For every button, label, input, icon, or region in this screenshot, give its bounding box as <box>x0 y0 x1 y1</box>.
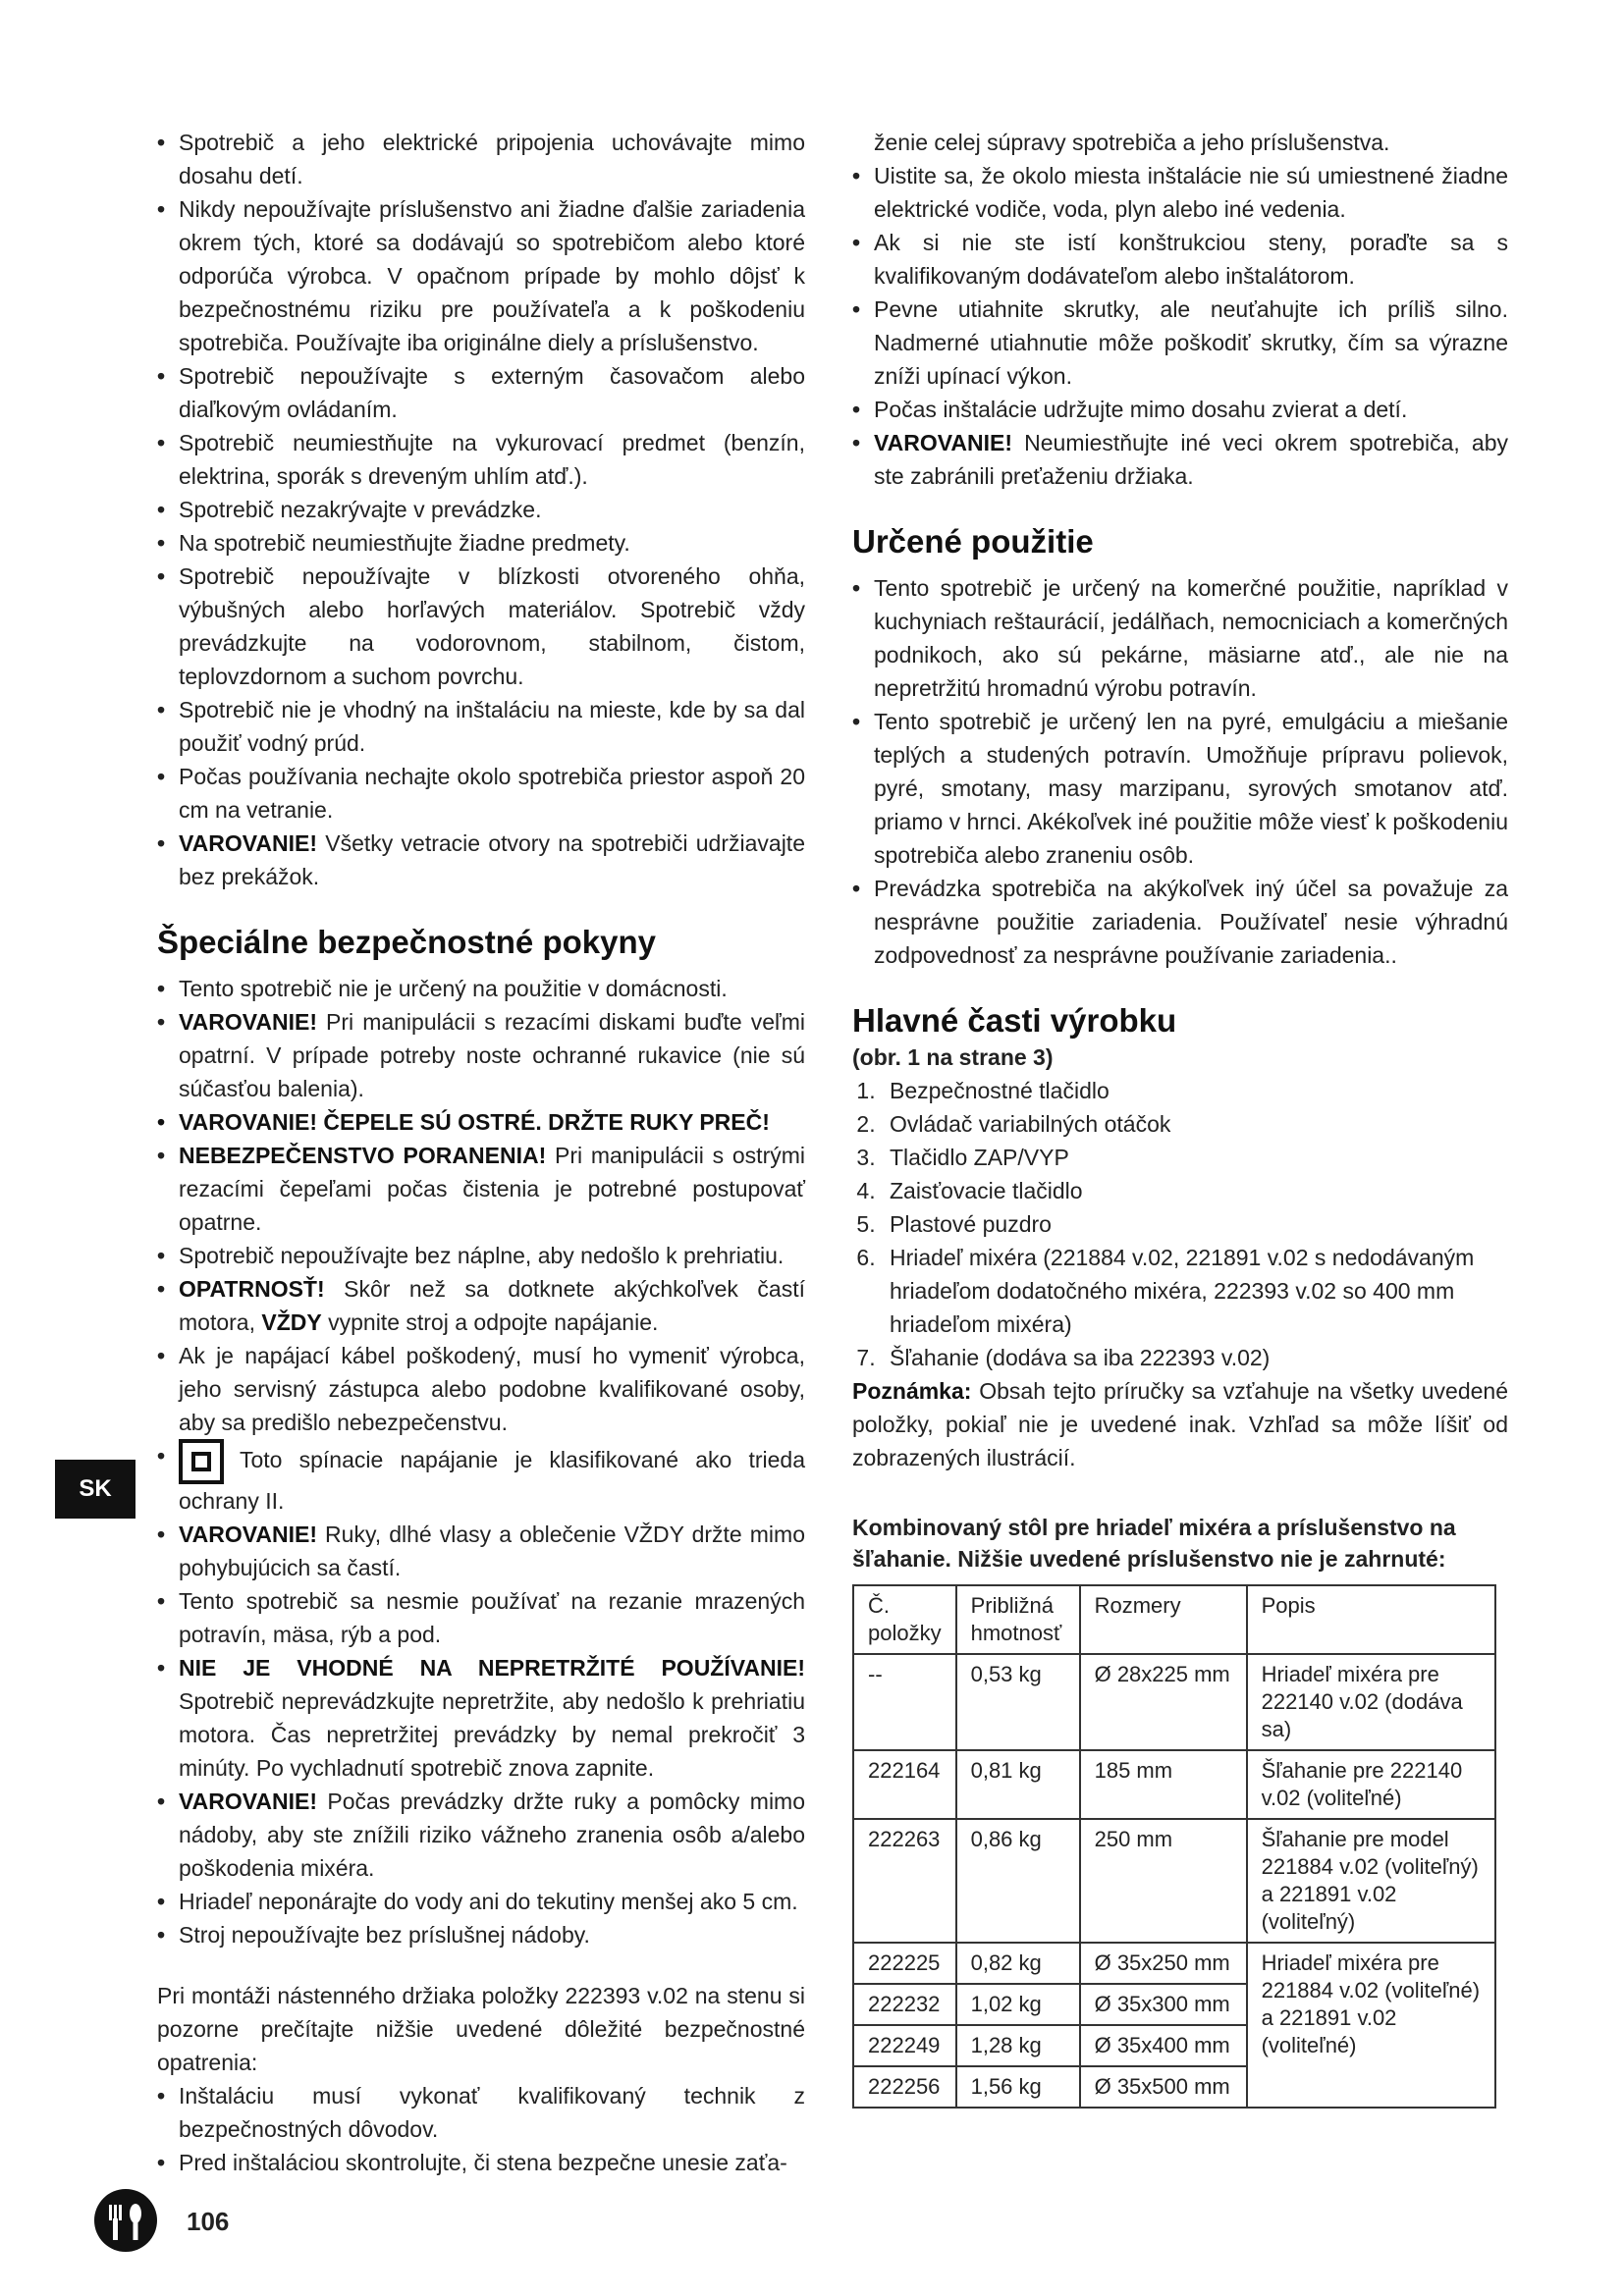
warning-text: Neumiestňujte iné veci okrem spotrebiča, aby ste zabránili preťaženiu držiaka. <box>874 430 1508 489</box>
list-item: • Počas inštalácie udržujte mimo dosahu zvierat a detí. <box>852 393 1508 426</box>
list-item: 3. Tlačidlo ZAP/VYP <box>882 1141 1508 1174</box>
warning-text: vypnite stroj a odpojte napájanie. <box>321 1309 659 1335</box>
list-item <box>157 1439 805 1518</box>
list-item: • Spotrebič nepoužívajte s externým časovačom alebo diaľkovým ovládaním. <box>157 359 805 426</box>
list-item: • Spotrebič a jeho elektrické pripojenia uchovávajte mimo dosahu detí. <box>157 126 805 192</box>
list-item: • Nikdy nepoužívajte príslušenstvo ani žiadne ďalšie zariadenia okrem tých, ktoré sa dodávajú so spotrebičom alebo ktoré odporúča výrobca. V opačnom prípade by mohlo dôjsť k bezpečnostnému riziku pre používateľa a k poškodeniu spotrebiča. Používajte iba originálne diely a príslušenstvo. <box>157 192 805 359</box>
warning-text: Skôr než sa dotknete akýchkoľvek častí motora, <box>179 1276 805 1335</box>
left-column <box>157 126 805 2179</box>
warning-label: VAROVANIE! <box>179 1789 317 1814</box>
table-cell: 1,56 kg <box>956 2066 1080 2108</box>
table-cell: Šľahanie pre model 221884 v.02 (voliteľný) a 221891 v.02 (voliteľný) <box>1247 1819 1495 1943</box>
note <box>852 1374 1508 1474</box>
table-heading: Kombinovaný stôl pre hriadeľ mixéra a príslušenstvo na šľahanie. Nižšie uvedené príslušenstvo nie je zahrnuté: <box>852 1515 1456 1572</box>
table-cell: Ø 35x400 mm <box>1080 2025 1247 2066</box>
table-cell: 0,86 kg <box>956 1819 1080 1943</box>
table-header: Č. položky <box>853 1585 956 1654</box>
table-header: Rozmery <box>1080 1585 1247 1654</box>
warning-label: NEBEZPEČENSTVO PORANENIA! <box>179 1143 547 1168</box>
list-item: • Spotrebič neumiestňujte na vykurovací predmet (benzín, elektrina, sporák s dreveným uhlím atď.). <box>157 426 805 493</box>
table-row <box>853 1654 1495 1750</box>
list-item <box>157 827 805 893</box>
table-cell: 1,02 kg <box>956 1984 1080 2025</box>
table-cell: 222263 <box>853 1819 956 1943</box>
list-item <box>852 426 1508 493</box>
language-tab: SK <box>55 1460 135 1519</box>
special-safety-heading: Špeciálne bezpečnostné pokyny <box>157 924 656 960</box>
intended-use-heading: Určené použitie <box>852 523 1094 560</box>
warning-text: Pri manipulácii s ostrými rezacími čepeľami počas čistenia je potrebné postupovať opatrne. <box>179 1143 805 1235</box>
table-header-row <box>853 1585 1495 1654</box>
list-item: • Ak je napájací kábel poškodený, musí ho vymeniť výrobca, jeho servisný zástupca alebo podobne kvalifikované osoby, aby sa predišlo nebezpečenstvu. <box>157 1339 805 1439</box>
table-row <box>853 1819 1495 1943</box>
list-item: • Ak si nie ste istí konštrukciou steny, poraďte sa s kvalifikovaným dodávateľom alebo inštalátorom. <box>852 226 1508 293</box>
warning-label: OPATRNOSŤ! <box>179 1276 325 1302</box>
mount-intro: Pri montáži nástenného držiaka položky 222393 v.02 na stenu si pozorne prečítajte nižšie uvedené dôležité bezpečnostné opatrenia: <box>157 1983 805 2075</box>
list-item <box>157 1651 805 1785</box>
list-item: • Tento spotrebič je určený na komerčné použitie, napríklad v kuchyniach reštaurácií, jedálňach, nemocniciach a komerčných podnikoch, ako sú pekárne, mäsiarne atď., ale nie na nepretržitú hromadnú výrobu potravín. <box>852 571 1508 705</box>
list-item <box>157 1272 805 1339</box>
table-cell: -- <box>853 1654 956 1750</box>
parts-list <box>852 1074 1508 1374</box>
list-item: • Spotrebič nepoužívajte v blízkosti otvoreného ohňa, výbušných alebo horľavých materiálov. Spotrebič vždy prevádzkujte na vodorovnom, stabilnom, čistom, teplovzdornom a suchom povrchu. <box>157 560 805 693</box>
table-cell: 222232 <box>853 1984 956 2025</box>
list-item: • Tento spotrebič je určený len na pyré, emulgáciu a miešanie teplých a studených potravín. Umožňuje prípravu polievok, pyré, smotany, masy marzipanu, syrových smotanov atď. priamo v hrnci. Akékoľvek iné použitie môže viesť k poškodeniu spotrebiča alebo zraneniu osôb. <box>852 705 1508 872</box>
warning-text: Ruky, dlhé vlasy a oblečenie VŽDY držte mimo pohybujúcich sa častí. <box>179 1522 805 1580</box>
main-parts-subheading: (obr. 1 na strane 3) <box>852 1044 1054 1070</box>
list-item: • Na spotrebič neumiestňujte žiadne predmety. <box>157 526 805 560</box>
class-ii-insulation-icon <box>179 1439 224 1484</box>
accessory-table <box>852 1584 1496 2109</box>
list-item: 7. Šľahanie (dodáva sa iba 222393 v.02) <box>882 1341 1508 1374</box>
list-item: • Počas používania nechajte okolo spotrebiča priestor aspoň 20 cm na vetranie. <box>157 760 805 827</box>
list-item: • VAROVANIE! ČEPELE SÚ OSTRÉ. DRŽTE RUKY PREČ! <box>157 1105 805 1139</box>
page-number: 106 <box>187 2207 230 2236</box>
cutlery-icon <box>94 2189 157 2252</box>
continued-text: ženie celej súpravy spotrebiča a jeho príslušenstva. <box>874 130 1390 155</box>
right-column <box>852 126 1508 2109</box>
table-header: Popis <box>1247 1585 1495 1654</box>
note-label: Poznámka: <box>852 1378 972 1404</box>
note-text: Obsah tejto príručky sa vzťahuje na všetky uvedené položky, pokiaľ nie je uvedené inak. Vzhľad sa môže líšiť od zobrazených ilustrácií. <box>852 1378 1508 1470</box>
list-item: • Inštaláciu musí vykonať kvalifikovaný technik z bezpečnostných dôvodov. <box>157 2079 805 2146</box>
cutlery-logo-icon <box>94 2189 157 2252</box>
table-row <box>853 1943 1495 1984</box>
table-cell: Ø 35x250 mm <box>1080 1943 1247 1984</box>
warning-label: NIE JE VHODNÉ NA NEPRETRŽITÉ POUŽÍVANIE! <box>179 1655 805 1681</box>
warning-text: Počas prevádzky držte ruky a pomôcky mimo nádoby, aby ste znížili riziko vážneho zranenia osôb a/alebo poškodenia mixéra. <box>179 1789 805 1881</box>
table-cell: 250 mm <box>1080 1819 1247 1943</box>
warning-text: Všetky vetracie otvory na spotrebiči udržiavajte bez prekážok. <box>179 830 805 889</box>
warning-text: Pri manipulácii s rezacími diskami buďte veľmi opatrní. V prípade potreby noste ochranné rukavice (nie sú súčasťou balenia). <box>179 1009 805 1101</box>
list-item: • Hriadeľ neponárajte do vody ani do tekutiny menšej ako 5 cm. <box>157 1885 805 1918</box>
warning-label: VAROVANIE! <box>179 1522 317 1547</box>
warning-label: VAROVANIE! <box>179 830 317 856</box>
table-cell: Ø 28x225 mm <box>1080 1654 1247 1750</box>
list-item: • Prevádzka spotrebiča na akýkoľvek iný účel sa považuje za nesprávne použitie zariadenia. Používateľ nesie výhradnú zodpovednosť za nesprávne používanie zariadenia.. <box>852 872 1508 972</box>
table-cell: Šľahanie pre 222140 v.02 (voliteľné) <box>1247 1750 1495 1819</box>
table-cell: 222256 <box>853 2066 956 2108</box>
table-cell: Ø 35x500 mm <box>1080 2066 1247 2108</box>
warning-label: VAROVANIE! <box>179 1009 317 1035</box>
list-item: • Spotrebič nie je vhodný na inštaláciu na mieste, kde by sa dal použiť vodný prúd. <box>157 693 805 760</box>
table-cell: 0,82 kg <box>956 1943 1080 1984</box>
table-cell: 0,53 kg <box>956 1654 1080 1750</box>
always-label: VŽDY <box>261 1309 322 1335</box>
list-item: 4. Zaisťovacie tlačidlo <box>882 1174 1508 1207</box>
list-item: 2. Ovládač variabilných otáčok <box>882 1107 1508 1141</box>
table-cell: Hriadeľ mixéra pre 222140 v.02 (dodáva sa) <box>1247 1654 1495 1750</box>
table-cell: 0,81 kg <box>956 1750 1080 1819</box>
list-item <box>157 1518 805 1584</box>
list-item: • Pevne utiahnite skrutky, ale neuťahujte ich príliš silno. Nadmerné utiahnutie môže poškodiť skrutky, čím sa výrazne zníži upínací výkon. <box>852 293 1508 393</box>
table-cell: 222164 <box>853 1750 956 1819</box>
table-header: Približná hmotnosť <box>956 1585 1080 1654</box>
warning-text: Spotrebič neprevádzkujte nepretržite, aby nedošlo k prehriatiu motora. Čas nepretržitej prevádzky by nemal prekročiť 3 minúty. Po vychladnutí spotrebič znova zapnite. <box>179 1688 805 1781</box>
list-item: • Stroj nepoužívajte bez príslušnej nádoby. <box>157 1918 805 1951</box>
list-item: • Tento spotrebič sa nesmie používať na rezanie mrazených potravín, mäsa, rýb a pod. <box>157 1584 805 1651</box>
list-item: 6. Hriadeľ mixéra (221884 v.02, 221891 v.02 s nedodávaným hriadeľom dodatočného mixéra, 222393 v.02 so 400 mm hriadeľom mixéra) <box>882 1241 1508 1341</box>
table-cell: 222249 <box>853 2025 956 2066</box>
list-item: • Tento spotrebič nie je určený na použitie v domácnosti. <box>157 972 805 1005</box>
table-cell: Hriadeľ mixéra pre 221884 v.02 (voliteľné) a 221891 v.02 (voliteľné) <box>1247 1943 1495 2108</box>
table-cell: 1,28 kg <box>956 2025 1080 2066</box>
list-item <box>157 1139 805 1239</box>
class-ii-text: Toto spínacie napájanie je klasifikované ako trieda ochrany II. <box>179 1447 805 1514</box>
list-item: • Spotrebič nepoužívajte bez náplne, aby nedošlo k prehriatiu. <box>157 1239 805 1272</box>
warning-label: VAROVANIE! <box>874 430 1012 455</box>
main-parts-heading: Hlavné časti výrobku <box>852 1002 1177 1039</box>
table-cell: 222225 <box>853 1943 956 1984</box>
list-item: • Pred inštaláciou skontrolujte, či stena bezpečne unesie zaťa- <box>157 2146 805 2179</box>
table-cell: Ø 35x300 mm <box>1080 1984 1247 2025</box>
list-item: • Uistite sa, že okolo miesta inštalácie nie sú umiestnené žiadne elektrické vodiče, voda, plyn alebo iné vedenia. <box>852 159 1508 226</box>
list-item <box>157 1005 805 1105</box>
table-row <box>853 1750 1495 1819</box>
list-item: • Spotrebič nezakrývajte v prevádzke. <box>157 493 805 526</box>
list-item: 5. Plastové puzdro <box>882 1207 1508 1241</box>
list-item: 1. Bezpečnostné tlačidlo <box>882 1074 1508 1107</box>
list-item <box>157 1785 805 1885</box>
table-cell: 185 mm <box>1080 1750 1247 1819</box>
